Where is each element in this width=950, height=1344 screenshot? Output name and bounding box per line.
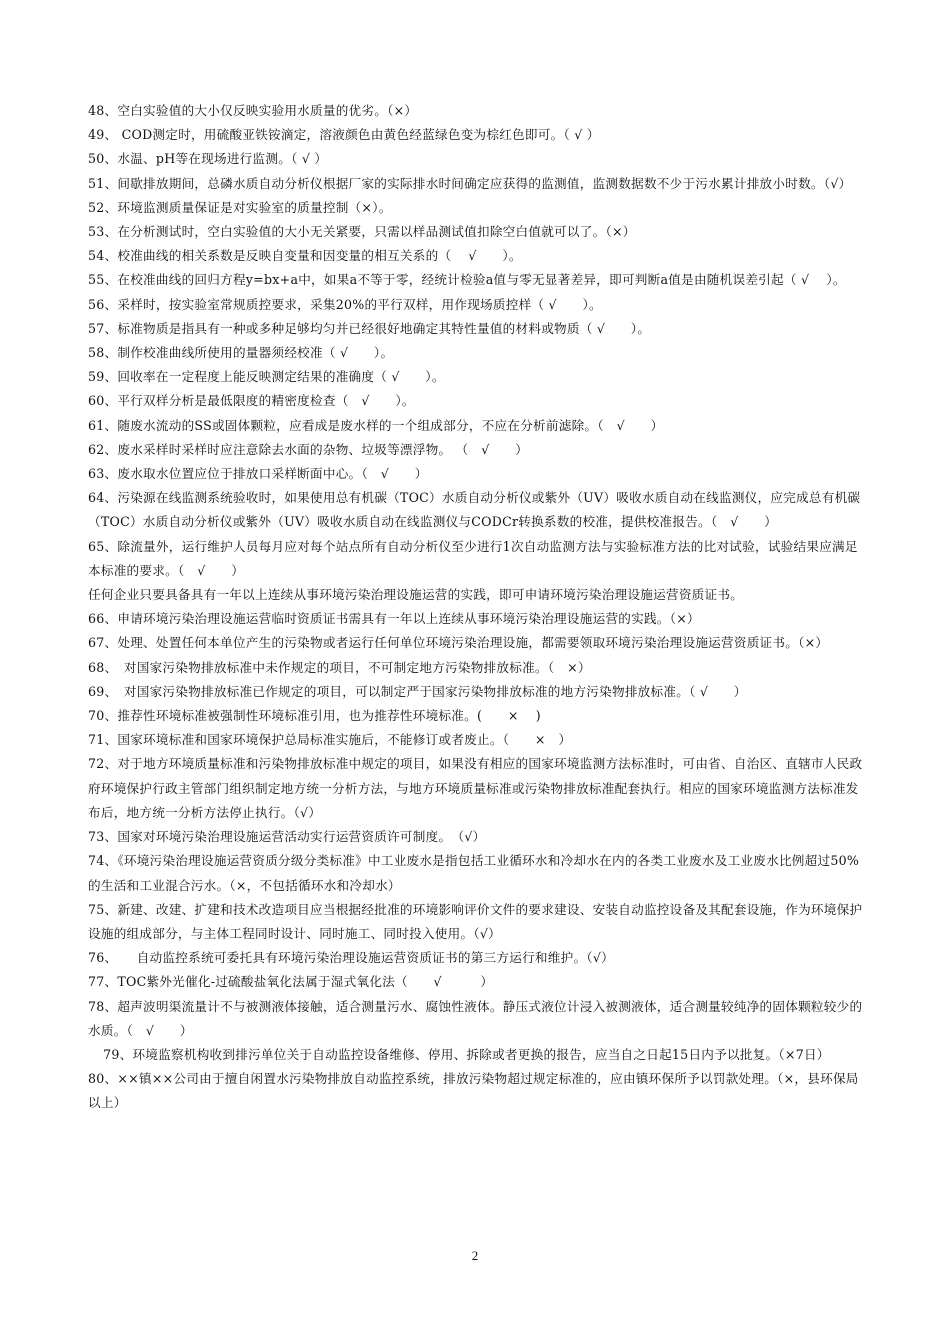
question-57: 57、标准物质是指具有一种或多种足够均匀并已经很好地确定其特性量值的材料或物质（ √ ）。: [88, 320, 651, 336]
question-77: 77、TOC紫外光催化-过硫酸盐氧化法属于湿式氧化法（ √ ）: [88, 974, 494, 990]
question-60: 60、平行双样分析是最低限度的精密度检查（ √ ）。: [88, 393, 415, 409]
question-53: 53、在分析测试时，空白实验值的大小无关紧要，只需以样品测试值扣除空白值就可以了。（×）: [88, 224, 636, 240]
question-unnumbered: 任何企业只要具备具有一年以上连续从事环境污染治理设施运营的实践，即可申请环境污染治理设施运营资质证书。: [88, 587, 744, 603]
question-70: 70、推荐性环境标准被强制性环境标准引用，也为推荐性环境标准。( × ): [88, 708, 541, 724]
question-74: 74、《环境污染治理设施运营资质分级分类标准》中工业废水是指包括工业循环水和冷却水在内的各类工业废水及工业废水比例超过50%的生活和工业混合污水。（×，不包括循环水和冷却水）: [88, 853, 860, 893]
question-72: 72、对于地方环境质量标准和污染物排放标准中规定的项目，如果没有相应的国家环境监测方法标准时，可由省、自治区、直辖市人民政府环境保护行政主管部门组织制定地方统一分析方法，与地方环境质量标准或污染物排放标准配套执行。相应的国家环境监测方法标准发布后，地方统一分析方法停止执行。（√）: [88, 756, 863, 820]
question-64: 64、污染源在线监测系统验收时，如果使用总有机碳（TOC）水质自动分析仪或紫外（UV）吸收水质自动在线监测仪，应完成总有机碳（TOC）水质自动分析仪或紫外（UV）吸收水质自动在线监测仪与CODCr转换系数的校准，提供校准报告。（ √ ）: [88, 490, 861, 530]
question-54: 54、校准曲线的相关系数是反映自变量和因变量的相互关系的（ √ ）。: [88, 248, 522, 264]
question-65: 65、除流量外，运行维护人员每月应对每个站点所有自动分析仪至少进行1次自动监测方法与实验标准方法的比对试验，试验结果应满足本标准的要求。（ √ ）: [88, 538, 858, 578]
question-73: 73、国家对环境污染治理设施运营活动实行运营资质许可制度。 （√）: [88, 829, 486, 845]
page-number: 2: [471, 1248, 479, 1263]
question-71: 71、国家环境标准和国家环境保护总局标准实施后，不能修订或者废止。（ × ）: [88, 732, 572, 748]
question-49: 49、 COD测定时，用硫酸亚铁铵滴定，溶液颜色由黄色经蓝绿色变为棕红色即可。（ √ ）: [88, 127, 600, 143]
question-75: 75、新建、改建、扩建和技术改造项目应当根据经批准的环境影响评价文件的要求建设、安装自动监控设备及其配套设施，作为环境保护设施的组成部分，与主体工程同时设计、同时施工、同时投入使用。（√）: [88, 901, 863, 941]
question-67: 67、处理、处置任何本单位产生的污染物或者运行任何单位环境污染治理设施，都需要领取环境污染治理设施运营资质证书。（×）: [88, 635, 829, 651]
question-48: 48、空白实验值的大小仅反映实验用水质量的优劣。（×）: [88, 103, 418, 118]
question-78: 78、超声波明渠流量计不与被测液体接触，适合测量污水、腐蚀性液体。静压式液位计浸入被测液体，适合测量较纯净的固体颗粒较少的水质。（ √ ）: [88, 998, 863, 1038]
question-80: 80、××镇××公司由于擅自闲置水污染物排放自动监控系统，排放污染物超过规定标准的，应由镇环保所予以罚款处理。（×，县环保局以上）: [88, 1071, 859, 1111]
question-61: 61、随废水流动的SS或固体颗粒，应看成是废水样的一个组成部分，不应在分析前滤除。（ √ ）: [88, 417, 664, 433]
question-69: 69、 对国家污染物排放标准已作规定的项目，可以制定严于国家污染物排放标准的地方污染物排放标准。（ √ ）: [88, 683, 747, 699]
question-50: 50、水温、pH等在现场进行监测。（ √ ）: [88, 151, 328, 167]
question-56: 56、采样时，按实验室常规质控要求，采集20%的平行双样，用作现场质控样（ √ ）。: [88, 296, 602, 312]
question-list: [88, 99, 863, 1116]
question-66: 66、申请环境污染治理设施运营临时资质证书需具有一年以上连续从事环境污染治理设施运营的实践。（×）: [88, 611, 700, 627]
question-55: 55、在校准曲线的回归方程y=bx+a中，如果a不等于零，经统计检验a值与零无显著差异，即可判断a值是由随机误差引起（ √ ）。: [88, 272, 846, 288]
question-68: 68、 对国家污染物排放标准中未作规定的项目，不可制定地方污染物排放标准。（ ×）: [88, 659, 591, 675]
question-58: 58、制作校准曲线所使用的量器须经校准（ √ ）。: [88, 345, 394, 361]
question-51: 51、间歇排放期间，总磷水质自动分析仪根据厂家的实际排水时间确定应获得的监测值，监测数据数不少于污水累计排放小时数。（√）: [88, 175, 852, 191]
question-59: 59、回收率在一定程度上能反映测定结果的准确度（ √ ）。: [88, 369, 445, 385]
question-79: 79、环境监察机构收到排污单位关于自动监控设备维修、停用、拆除或者更换的报告，应当自之日起15日内予以批复。（×7日）: [103, 1046, 830, 1062]
question-52: 52、环境监测质量保证是对实验室的质量控制（×）。: [88, 199, 392, 215]
question-76: 76、 自动监控系统可委托具有环境污染治理设施运营资质证书的第三方运行和维护。（√）: [88, 950, 614, 966]
question-63: 63、废水取水位置应位于排放口采样断面中心。（ √ ）: [88, 466, 428, 482]
question-62: 62、废水采样时采样时应注意除去水面的杂物、垃圾等漂浮物。 （ √ ）: [88, 441, 529, 457]
